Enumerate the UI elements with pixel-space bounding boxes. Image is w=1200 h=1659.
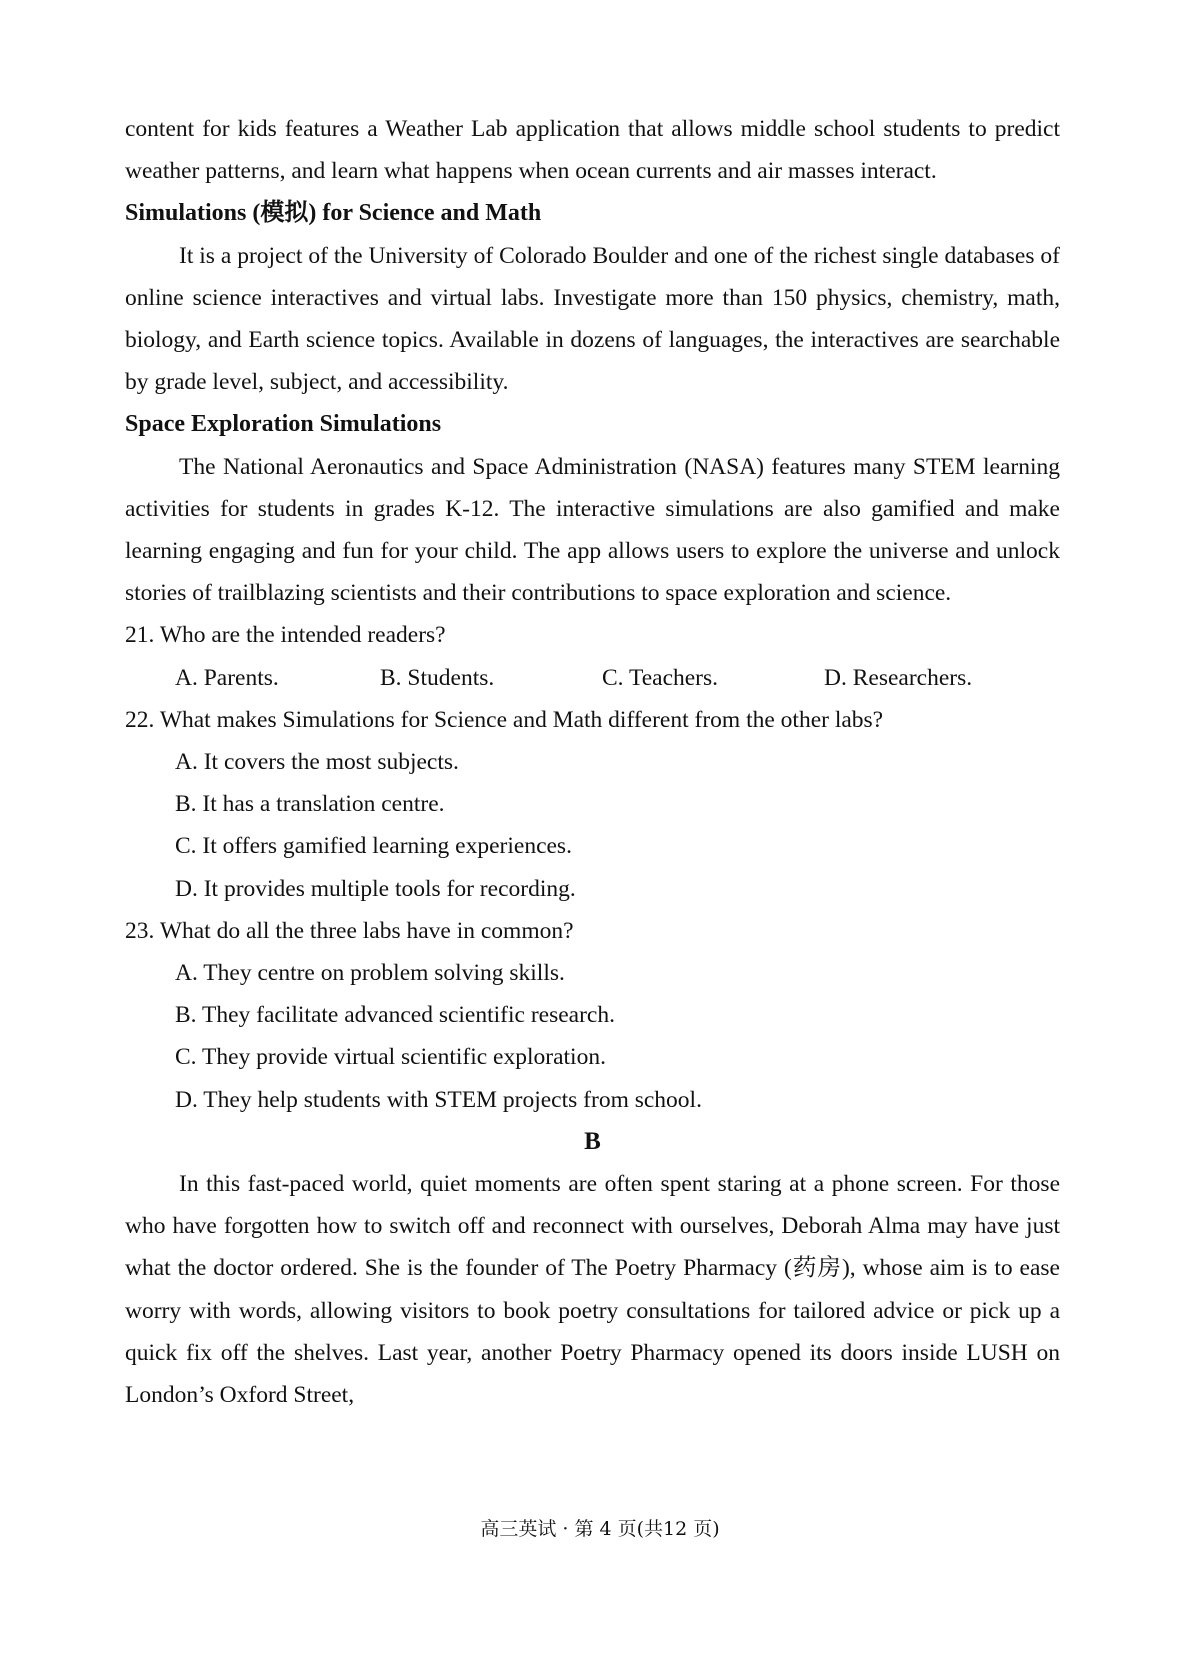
question-22-stem: 22. What makes Simulations for Science and Math different from the other labs? <box>125 706 884 733</box>
page-footer: 高三英试 · 第 4 页(共12 页) <box>480 1518 720 1540</box>
question-21-option-b: B. Students. <box>380 664 495 691</box>
question-21-stem: 21. Who are the intended readers? <box>125 622 446 649</box>
question-22-option-b: B. It has a translation centre. <box>175 791 445 818</box>
question-23-option-c: C. They provide virtual scientific exploration. <box>175 1044 606 1071</box>
question-23-option-a: A. They centre on problem solving skills. <box>175 960 565 987</box>
question-21-options <box>125 657 1060 699</box>
question-23-option-b: B. They facilitate advanced scientific research. <box>175 1002 615 1029</box>
space-section-heading: Space Exploration Simulations <box>125 411 442 438</box>
question-22-option-a: A. It covers the most subjects. <box>175 749 459 776</box>
intro-paragraph: content for kids features a Weather Lab application that allows middle school students to predict weather patterns, and learn what happens when ocean currents and air masses interact. <box>125 116 1060 185</box>
question-21-option-c: C. Teachers. <box>602 664 719 691</box>
question-22-option-c: C. It offers gamified learning experiences. <box>175 833 572 860</box>
question-23-stem: 23. What do all the three labs have in common? <box>125 917 574 944</box>
question-21-option-a: A. Parents. <box>175 664 279 691</box>
passage-b-label: B <box>584 1127 601 1155</box>
passage-b-body: In this fast-paced world, quiet moments are often spent staring at a phone screen. For those who have forgotten how to switch off and reconnect with ourselves, Deborah Alma may have just what the doctor ordered. She is the founder of The Poetry Pharmacy (药房), whose aim is to ease worry with words, allowing visitors to book poetry consultations for tailored advice or pick up a quick fix off the shelves. Last year, another Poetry Pharmacy opened its doors inside LUSH on London’s Oxford Street, <box>125 1171 1060 1409</box>
sim-section-heading: Simulations (模拟) for Science and Math <box>125 200 542 227</box>
space-section-body: The National Aeronautics and Space Administration (NASA) features many STEM learning activities for students in grades K-12. The interactive simulations are also gamified and make learning engaging and fun for your child. The app allows users to explore the universe and unlock stories of trailblazing scientists and their contributions to space exploration and science. <box>125 453 1060 607</box>
question-21-option-d: D. Researchers. <box>824 664 973 691</box>
exam-page <box>125 108 1060 1416</box>
sim-section-body: It is a project of the University of Colorado Boulder and one of the richest single databases of online science interactives and virtual labs. Investigate more than 150 physics, chemistry, math, biology, and Earth science topics. Available in dozens of languages, the interactives are searchable by grade level, subject, and accessibility. <box>125 242 1060 396</box>
question-22-option-d: D. It provides multiple tools for recording. <box>175 875 576 902</box>
question-23-option-d: D. They help students with STEM projects from school. <box>175 1086 702 1113</box>
